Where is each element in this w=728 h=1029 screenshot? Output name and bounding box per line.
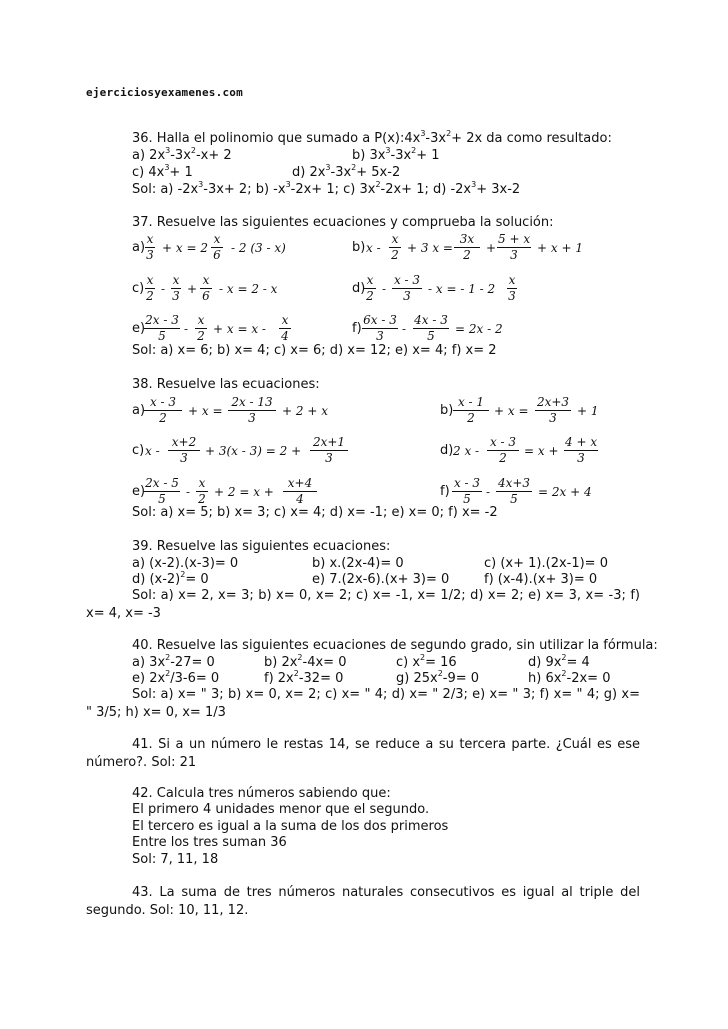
site-header: ejerciciosyexamenes.com (86, 86, 243, 99)
p36-solution: Sol: a) $-2x^3-3x+ 2$; b) $-x^3-2x+ 1$; c) $3x^2-2x+ 1$; d) $-2x^3+ 3x-2$ (132, 180, 521, 197)
p39-title: 39. Resuelve las siguientes ecuaciones: (132, 539, 391, 554)
p42-title: 42. Calcula tres números sabiendo que: (132, 786, 391, 801)
p40-f: f) $2x^2-32= 0$ (264, 669, 344, 686)
p42-line-3: Entre los tres suman 36 (132, 835, 287, 850)
p41-text: 41. Si a un número le restas 14, se reduce a su tercera parte. ¿Cuál es ese número?. Sol: 21 (86, 737, 640, 770)
p39-e: e) 7.(2x-6).(x+ 3)= 0 (312, 572, 450, 587)
p39-f: f) (x-4).(x+ 3)= 0 (484, 572, 598, 587)
p36-option-a: a) $2x^3-3x^2-x+ 2$ (132, 146, 232, 163)
p42-solution: Sol: 7, 11, 18 (132, 852, 219, 867)
p38-solution: Sol: a) x= 5; b) x= 3; c) x= 4; d) x= -1; e) x= 0; f) x= -2 (132, 505, 498, 520)
p39-solution: Sol: a) x= 2, x= 3; b) x= 0, x= 2; c) x= -1, x= 1/2; d) x= 2; e) x= 3, x= -3; f) x= 4, x= -3 (86, 588, 640, 621)
p40-c: c) $x^2= 16$ (396, 653, 457, 670)
p36-option-c: c) $4x^3+ 1$ (132, 163, 193, 180)
p40-title: 40. Resuelve las siguientes ecuaciones de segundo grado, sin utilizar la fórmula: (132, 638, 658, 653)
p42-line-1: El primero 4 unidades menor que el segundo. (132, 802, 430, 817)
p39-b: b) x.(2x-4)= 0 (312, 556, 404, 571)
p39-c: c) (x+ 1).(2x-1)= 0 (484, 556, 608, 571)
p38-title: 38. Resuelve las ecuaciones: (132, 377, 320, 392)
p43-text: 43. La suma de tres números naturales consecutivos es igual al triple del segundo. Sol: 10, 11, 12. (86, 885, 640, 918)
p40-h: h) $6x^2-2x= 0$ (528, 669, 611, 686)
p37-solution: Sol: a) x= 6; b) x= 4; c) x= 6; d) x= 12; e) x= 4; f) x= 2 (132, 343, 497, 358)
p36-title: 36. Halla el polinomio que sumado a $P(x):4x^3-3x^2+ 2x$ da como resultado: (132, 129, 612, 146)
p36-option-b: b) $3x^3-3x^2+ 1$ (352, 146, 440, 163)
p40-d: d) $9x^2= 4$ (528, 653, 590, 670)
p39-a: a) (x-2).(x-3)= 0 (132, 556, 239, 571)
p40-b: b) $2x^2-4x= 0$ (264, 653, 347, 670)
p40-solution: Sol: a) x= " 3; b) x= 0, x= 2; c) x= " 4; d) x= " 2/3; e) x= " 3; f) x= " 4; g) x= " 3/5; h) x= 0, x= 1/3 (86, 687, 640, 720)
p40-g: g) $25x^2-9= 0$ (396, 669, 480, 686)
p37-title: 37. Resuelve las siguientes ecuaciones y comprueba la solución: (132, 215, 554, 230)
p39-d: d) $(x-2)^2= 0$ (132, 570, 209, 587)
p40-e: e) $2x^2/3-6= 0$ (132, 669, 220, 686)
p42-line-2: El tercero es igual a la suma de los dos primeros (132, 819, 449, 834)
p36-option-d: d) $2x^3-3x^2+ 5x-2$ (292, 163, 401, 180)
p40-a: a) $3x^2-27= 0$ (132, 653, 215, 670)
